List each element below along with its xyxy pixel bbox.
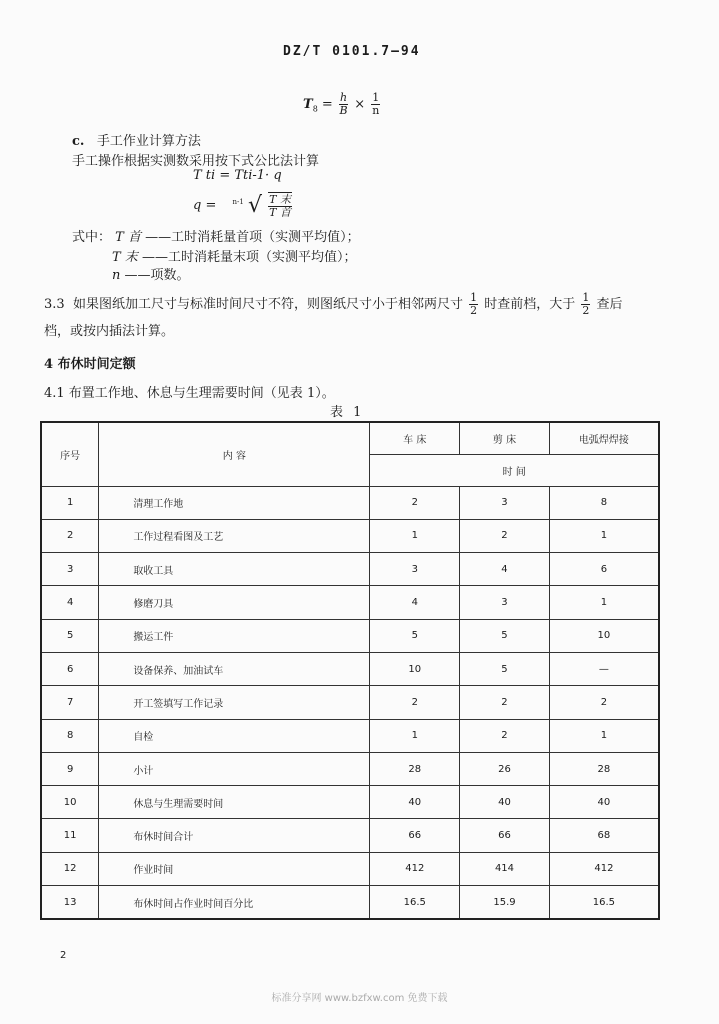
frac1-den: B bbox=[339, 104, 348, 117]
table-row bbox=[41, 586, 659, 619]
row-seq: 2 bbox=[41, 519, 99, 552]
def1-symbol: T 首 bbox=[115, 230, 141, 245]
row-seq: 13 bbox=[41, 886, 99, 919]
para-4-1: 4.1 布置工作地、休息与生理需要时间（见表 1）。 bbox=[44, 386, 335, 401]
row-lathe-value: 1 bbox=[370, 519, 460, 552]
row-lathe-value: 28 bbox=[370, 752, 460, 785]
header-shear: 剪 床 bbox=[460, 422, 550, 454]
formula-lhs-sub: 8 bbox=[312, 104, 318, 114]
section-c-heading bbox=[72, 130, 201, 149]
table-row bbox=[41, 719, 659, 752]
section-c-intro: 手工操作根据实测数采用按下式公比法计算 bbox=[72, 154, 320, 169]
definition-3 bbox=[112, 264, 190, 283]
table-row bbox=[41, 486, 659, 519]
header-arc-welding: 电弧焊焊接 bbox=[549, 422, 659, 454]
row-shear-value: 5 bbox=[460, 619, 550, 652]
row-content: 开工签填写工作记录 bbox=[99, 686, 370, 719]
row-content: 工作过程看图及工艺 bbox=[99, 519, 370, 552]
row-shear-value: 66 bbox=[460, 819, 550, 852]
row-lathe-value: 16.5 bbox=[370, 886, 460, 919]
row-seq: 11 bbox=[41, 819, 99, 852]
row-welding-value: 1 bbox=[549, 719, 659, 752]
row-shear-value: 2 bbox=[460, 686, 550, 719]
row-lathe-value: 5 bbox=[370, 619, 460, 652]
row-seq: 1 bbox=[41, 486, 99, 519]
row-welding-value: 28 bbox=[549, 752, 659, 785]
para-3-3-text-a: 如果图纸加工尺寸与标准时间尺寸不符，则图纸尺寸小于相邻两尺寸 bbox=[72, 297, 463, 312]
row-shear-value: 2 bbox=[460, 519, 550, 552]
formula-ti: T ti = Tti-1· q bbox=[193, 168, 282, 183]
watermark-text: 标准分享网 www.bzfxw.com 免费下载 bbox=[271, 993, 448, 1004]
table-row bbox=[41, 819, 659, 852]
half-den-1: 2 bbox=[470, 304, 478, 317]
row-lathe-value: 4 bbox=[370, 586, 460, 619]
row-welding-value: 10 bbox=[549, 619, 659, 652]
row-shear-value: 40 bbox=[460, 786, 550, 819]
page-number: 2 bbox=[60, 950, 67, 961]
definition-2 bbox=[112, 246, 356, 265]
formula-times: × bbox=[354, 97, 366, 112]
row-seq: 4 bbox=[41, 586, 99, 619]
row-shear-value: 4 bbox=[460, 553, 550, 586]
row-content: 清理工作地 bbox=[99, 486, 370, 519]
def2-symbol: T 末 bbox=[112, 250, 138, 265]
where-label: 式中： bbox=[72, 230, 112, 245]
document-code: DZ/T 0101.7—94 bbox=[283, 44, 421, 59]
formula-q-lhs: q = bbox=[193, 198, 217, 213]
row-shear-value: 3 bbox=[460, 486, 550, 519]
def2-text: ——工时消耗量末项（实测平均值）； bbox=[141, 250, 357, 265]
row-content: 休息与生理需要时间 bbox=[99, 786, 370, 819]
table-row bbox=[41, 652, 659, 685]
row-shear-value: 5 bbox=[460, 652, 550, 685]
root-sign-icon: √ bbox=[247, 193, 262, 218]
row-welding-value: 40 bbox=[549, 786, 659, 819]
half-num-1: 1 bbox=[470, 291, 478, 304]
para-3-3 bbox=[44, 292, 623, 317]
header-time: 时 间 bbox=[370, 454, 659, 486]
frac2-den: n bbox=[372, 104, 380, 117]
row-welding-value: 2 bbox=[549, 686, 659, 719]
frac1-num: h bbox=[339, 91, 348, 104]
table-row bbox=[41, 852, 659, 885]
root-num: T 末 bbox=[269, 193, 291, 206]
row-welding-value: 1 bbox=[549, 519, 659, 552]
header-seq: 序号 bbox=[41, 422, 99, 486]
row-seq: 6 bbox=[41, 652, 99, 685]
def3-symbol: n bbox=[112, 268, 121, 283]
para-3-3-line2: 档，或按内插法计算。 bbox=[44, 324, 175, 339]
header-content: 内 容 bbox=[99, 422, 370, 486]
table-row bbox=[41, 686, 659, 719]
row-content: 设备保养、加油试车 bbox=[99, 652, 370, 685]
row-welding-value: 1 bbox=[549, 586, 659, 619]
row-content: 搬运工件 bbox=[99, 619, 370, 652]
para-3-3-text-b: 时查前档，大于 bbox=[484, 297, 576, 312]
row-welding-value: 8 bbox=[549, 486, 659, 519]
para-3-3-num: 3.3 bbox=[44, 297, 65, 312]
formula-eq: = bbox=[321, 97, 333, 112]
row-lathe-value: 2 bbox=[370, 486, 460, 519]
row-content: 小计 bbox=[99, 752, 370, 785]
row-content: 布休时间合计 bbox=[99, 819, 370, 852]
frac2-num: 1 bbox=[372, 91, 380, 104]
row-seq: 10 bbox=[41, 786, 99, 819]
row-lathe-value: 10 bbox=[370, 652, 460, 685]
row-lathe-value: 412 bbox=[370, 852, 460, 885]
row-seq: 7 bbox=[41, 686, 99, 719]
table-row bbox=[41, 519, 659, 552]
header-lathe: 车 床 bbox=[370, 422, 460, 454]
formula-lhs: T bbox=[303, 97, 313, 112]
def1-text: ——工时消耗量首项（实测平均值）； bbox=[145, 230, 360, 245]
table-row bbox=[41, 886, 659, 919]
table-row bbox=[41, 619, 659, 652]
formula-q bbox=[193, 192, 294, 219]
row-content: 布休时间占作业时间百分比 bbox=[99, 886, 370, 919]
half-num-2: 1 bbox=[582, 291, 590, 304]
row-lathe-value: 2 bbox=[370, 686, 460, 719]
row-content: 自检 bbox=[99, 719, 370, 752]
row-content: 修磨刀具 bbox=[99, 586, 370, 619]
half-den-2: 2 bbox=[582, 304, 590, 317]
definition-1 bbox=[72, 226, 360, 245]
formula-top bbox=[303, 92, 382, 117]
row-welding-value: 68 bbox=[549, 819, 659, 852]
row-content: 作业时间 bbox=[99, 852, 370, 885]
row-content: 取收工具 bbox=[99, 553, 370, 586]
row-seq: 8 bbox=[41, 719, 99, 752]
def3-text: ——项数。 bbox=[124, 268, 190, 283]
row-welding-value: — bbox=[549, 652, 659, 685]
time-norm-table bbox=[40, 421, 660, 920]
row-seq: 3 bbox=[41, 553, 99, 586]
row-seq: 12 bbox=[41, 852, 99, 885]
section-c-title: 手工作业计算方法 bbox=[96, 134, 201, 149]
section-c-label: c. bbox=[72, 134, 85, 149]
row-shear-value: 414 bbox=[460, 852, 550, 885]
row-lathe-value: 1 bbox=[370, 719, 460, 752]
row-shear-value: 2 bbox=[460, 719, 550, 752]
row-lathe-value: 40 bbox=[370, 786, 460, 819]
row-seq: 9 bbox=[41, 752, 99, 785]
row-shear-value: 26 bbox=[460, 752, 550, 785]
table-row bbox=[41, 553, 659, 586]
table-caption: 表 1 bbox=[330, 405, 365, 420]
root-index: n-1 bbox=[232, 197, 244, 206]
row-shear-value: 3 bbox=[460, 586, 550, 619]
root-den: T 首 bbox=[269, 206, 291, 219]
row-welding-value: 412 bbox=[549, 852, 659, 885]
section-4-title: 4 布休时间定额 bbox=[44, 357, 136, 372]
row-shear-value: 15.9 bbox=[460, 886, 550, 919]
row-lathe-value: 66 bbox=[370, 819, 460, 852]
row-lathe-value: 3 bbox=[370, 553, 460, 586]
para-3-3-text-c: 查后 bbox=[596, 297, 623, 312]
row-welding-value: 16.5 bbox=[549, 886, 659, 919]
table-row bbox=[41, 752, 659, 785]
row-seq: 5 bbox=[41, 619, 99, 652]
row-welding-value: 6 bbox=[549, 553, 659, 586]
table-row bbox=[41, 786, 659, 819]
